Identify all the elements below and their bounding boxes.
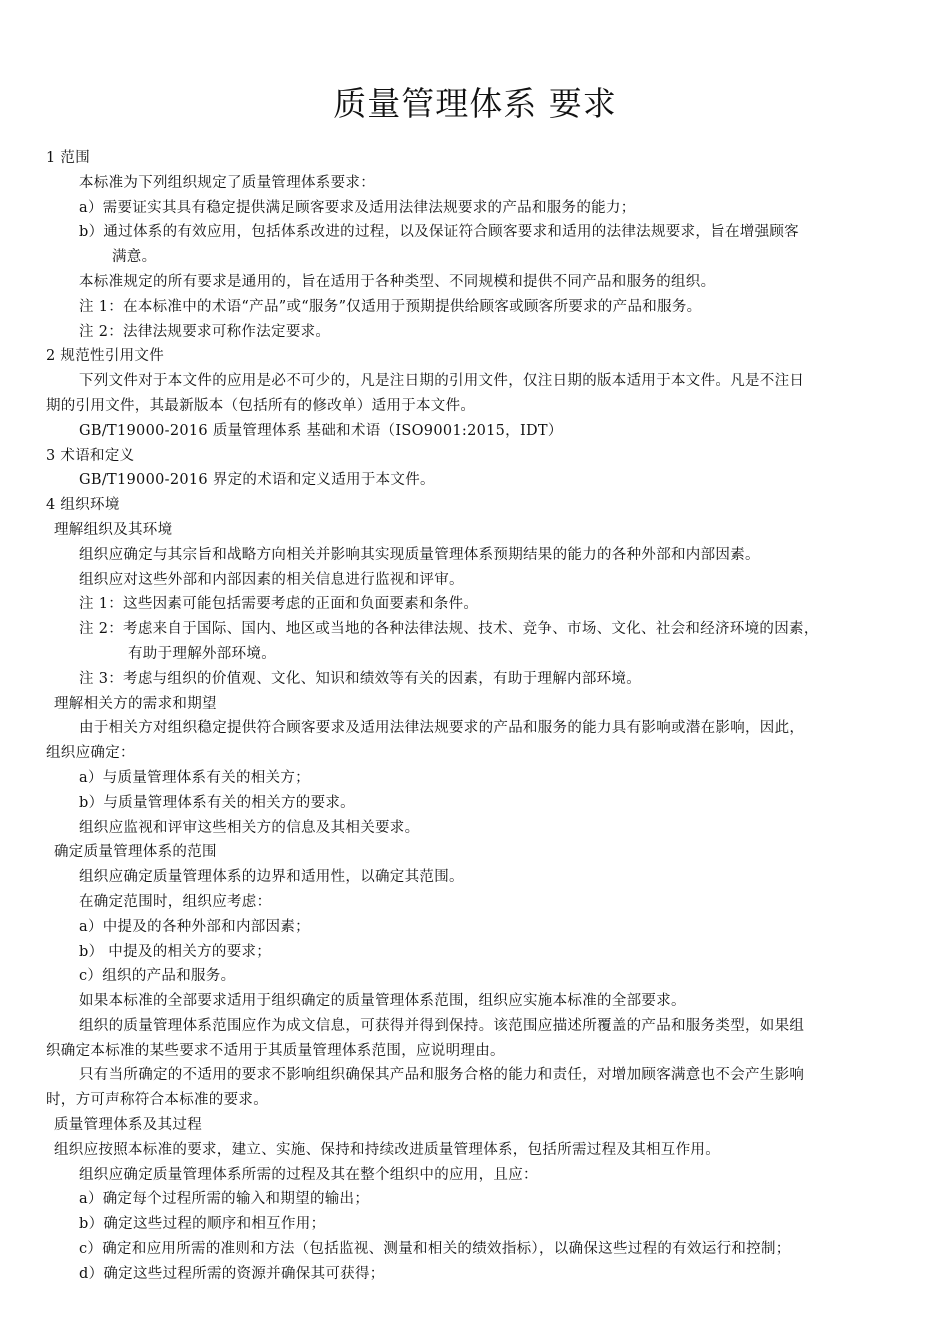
- paragraph-continuation: 组织应确定：: [46, 745, 135, 762]
- document-body: [46, 146, 912, 1287]
- note-continuation: 有助于理解外部环境。: [128, 645, 276, 662]
- section-heading: 3 术语和定义: [46, 447, 135, 464]
- paragraph-line: 注 2：法律法规要求可称作法定要求。: [79, 323, 331, 340]
- document-title: 质量管理体系 要求: [333, 84, 617, 123]
- paragraph-line: 注 3：考虑与组织的价值观、文化、知识和绩效等有关的因素，有助于理解内部环境。: [79, 670, 642, 687]
- paragraph-line: 组织的质量管理体系范围应作为成文信息，可获得并得到保持。该范围应描述所覆盖的产品和服务类型，如果组: [79, 1017, 805, 1034]
- paragraph-line: a）与质量管理体系有关的相关方；: [79, 769, 310, 786]
- section-heading: 4 组织环境: [46, 497, 120, 514]
- paragraph-line: c）确定和应用所需的准则和方法（包括监视、测量和相关的绩效指标），以确保这些过程的有效运行和控制；: [79, 1241, 791, 1258]
- paragraph-line: b） 中提及的相关方的要求；: [79, 943, 272, 960]
- paragraph-line: b）与质量管理体系有关的相关方的要求。: [79, 794, 355, 811]
- paragraph-line: 组织应确定与其宗旨和战略方向相关并影响其实现质量管理体系预期结果的能力的各种外部和内部因素。: [79, 546, 760, 563]
- paragraph-continuation: 织确定本标准的某些要求不适用于其质量管理体系范围，应说明理由。: [46, 1042, 505, 1059]
- paragraph-line: 注 1：这些因素可能包括需要考虑的正面和负面要素和条件。: [79, 596, 479, 613]
- paragraph-line: 组织应确定质量管理体系所需的过程及其在整个组织中的应用，且应：: [79, 1166, 538, 1183]
- subsection-heading: 理解相关方的需求和期望: [54, 695, 217, 712]
- list-item-continuation: 满意。: [112, 249, 157, 266]
- paragraph-line: 下列文件对于本文件的应用是必不可少的，凡是注日期的引用文件，仅注日期的版本适用于本文件。凡是不注日: [79, 373, 805, 390]
- paragraph-line: 如果本标准的全部要求适用于组织确定的质量管理体系范围，组织应实施本标准的全部要求。: [79, 993, 686, 1010]
- paragraph-line: 组织应监视和评审这些相关方的信息及其相关要求。: [79, 819, 420, 836]
- paragraph-line: 组织应确定质量管理体系的边界和适用性，以确定其范围。: [79, 869, 464, 886]
- subsection-heading: 质量管理体系及其过程: [54, 1117, 202, 1134]
- paragraph-line: GB/T19000-2016 质量管理体系 基础和术语（ISO9001:2015，IDT）: [79, 422, 563, 439]
- paragraph-line: 由于相关方对组织稳定提供符合顾客要求及适用法律法规要求的产品和服务的能力具有影响或潜在影响，因此，: [79, 720, 805, 737]
- paragraph-line: 只有当所确定的不适用的要求不影响组织确保其产品和服务合格的能力和责任，对增加顾客满意也不会产生影响: [79, 1067, 805, 1084]
- paragraph-line: 本标准为下列组织规定了质量管理体系要求：: [79, 174, 375, 191]
- paragraph-continuation: 期的引用文件，其最新版本（包括所有的修改单）适用于本文件。: [46, 397, 476, 414]
- paragraph-line: 本标准规定的所有要求是通用的，旨在适用于各种类型、不同规模和提供不同产品和服务的组织。: [79, 273, 716, 290]
- paragraph-line: a）需要证实其具有稳定提供满足顾客要求及适用法律法规要求的产品和服务的能力；: [79, 199, 636, 216]
- paragraph-continuation: 时，方可声称符合本标准的要求。: [46, 1092, 268, 1109]
- paragraph-line: d）确定这些过程所需的资源并确保其可获得；: [79, 1265, 385, 1282]
- paragraph-line: 注 1：在本标准中的术语“产品”或“服务”仅适用于预期提供给顾客或顾客所要求的产品和服务。: [79, 298, 702, 315]
- subsection-heading: 理解组织及其环境: [54, 521, 173, 538]
- subsection-heading: 组织应按照本标准的要求，建立、实施、保持和持续改进质量管理体系，包括所需过程及其相互作用。: [54, 1141, 720, 1158]
- paragraph-line: c）组织的产品和服务。: [79, 968, 236, 985]
- section-heading: 2 规范性引用文件: [46, 348, 165, 365]
- paragraph-line: 组织应对这些外部和内部因素的相关信息进行监视和评审。: [79, 571, 464, 588]
- paragraph-line: GB/T19000-2016 界定的术语和定义适用于本文件。: [79, 472, 435, 489]
- paragraph-line: a）确定每个过程所需的输入和期望的输出；: [79, 1191, 370, 1208]
- subsection-heading: 确定质量管理体系的范围: [54, 844, 217, 861]
- paragraph-line: b）通过体系的有效应用，包括体系改进的过程，以及保证符合顾客要求和适用的法律法规要求，旨在增强顾客: [79, 224, 799, 241]
- paragraph-line: 在确定范围时，组织应考虑：: [79, 893, 272, 910]
- paragraph-line: b）确定这些过程的顺序和相互作用；: [79, 1216, 326, 1233]
- section-heading: 1 范围: [46, 150, 91, 166]
- paragraph-line: 注 2：考虑来自于国际、国内、地区或当地的各种法律法规、技术、竞争、市场、文化、社会和经济环境的因素，: [79, 621, 819, 638]
- paragraph-line: a）中提及的各种外部和内部因素；: [79, 918, 310, 935]
